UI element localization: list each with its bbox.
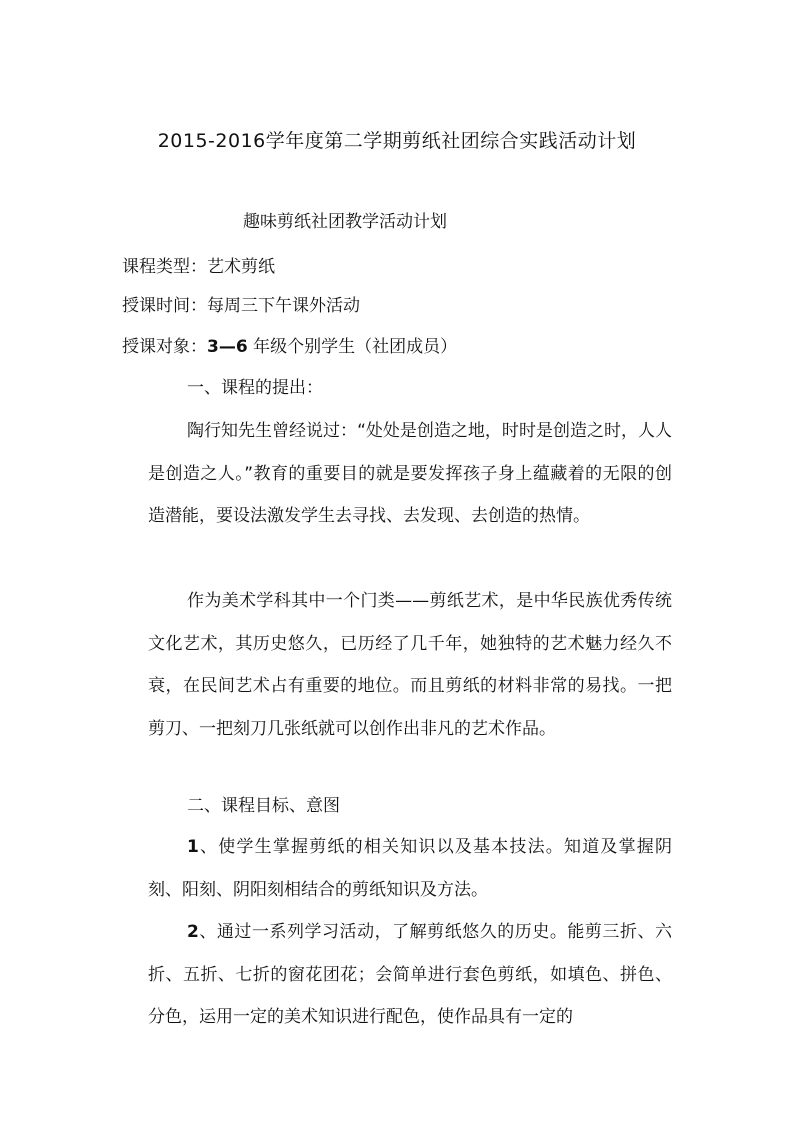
meta-value: 年级个别学生（社团成员） [253, 337, 458, 357]
section-heading-1: 一、课程的提出： [187, 378, 323, 398]
paragraph-2: 作为美术学科其中一个门类——剪纸艺术，是中华民族优秀传统文化艺术，其历史悠久，已历经了几千年，她独特的艺术魅力经久不衰，在民间艺术占有重要的地位。而且剪纸的材料非常的易找。一把剪刀、一把刻刀几张纸就可以创作出非凡的艺术作品。 [148, 591, 672, 739]
meta-class-time [122, 292, 360, 320]
goal-number: 2 [187, 922, 199, 942]
meta-label: 课程类型： [122, 257, 207, 277]
meta-audience [122, 333, 457, 361]
meta-label: 授课对象： [122, 337, 207, 357]
goal-item-2 [148, 911, 672, 1039]
meta-grade-range: 3—6 [207, 337, 248, 357]
goal-item-1 [148, 826, 672, 911]
document-subtitle: 趣味剪纸社团教学活动计划 [243, 212, 447, 232]
section-heading-2: 二、课程目标、意图 [187, 796, 340, 816]
meta-value: 每周三下午课外活动 [207, 296, 360, 316]
paragraph-1: 陶行知先生曾经说过：“处处是创造之地，时时是创造之时，人人是创造之人。”教育的重要目的就是要发挥孩子身上蕴藏着的无限的创造潜能，要设法激发学生去寻找、去发现、去创造的热情。 [148, 421, 672, 527]
meta-label: 授课时间： [122, 296, 207, 316]
goal-text: 、使学生掌握剪纸的相关知识以及基本技法。知道及掌握阴刻、阳刻、阴阳刻相结合的剪纸知识及方法。 [148, 837, 672, 900]
meta-value: 艺术剪纸 [207, 257, 275, 277]
goal-number: 1 [187, 837, 199, 857]
meta-course-type [122, 253, 275, 281]
goal-text: 、通过一系列学习活动，了解剪纸悠久的历史。能剪三折、六折、五折、七折的窗花团花；会简单进行套色剪纸，如填色、拼色、分色，运用一定的美术知识进行配色，使作品具有一定的 [148, 922, 672, 1028]
document-title: 2015-2016学年度第二学期剪纸社团综合实践活动计划 [157, 130, 637, 152]
